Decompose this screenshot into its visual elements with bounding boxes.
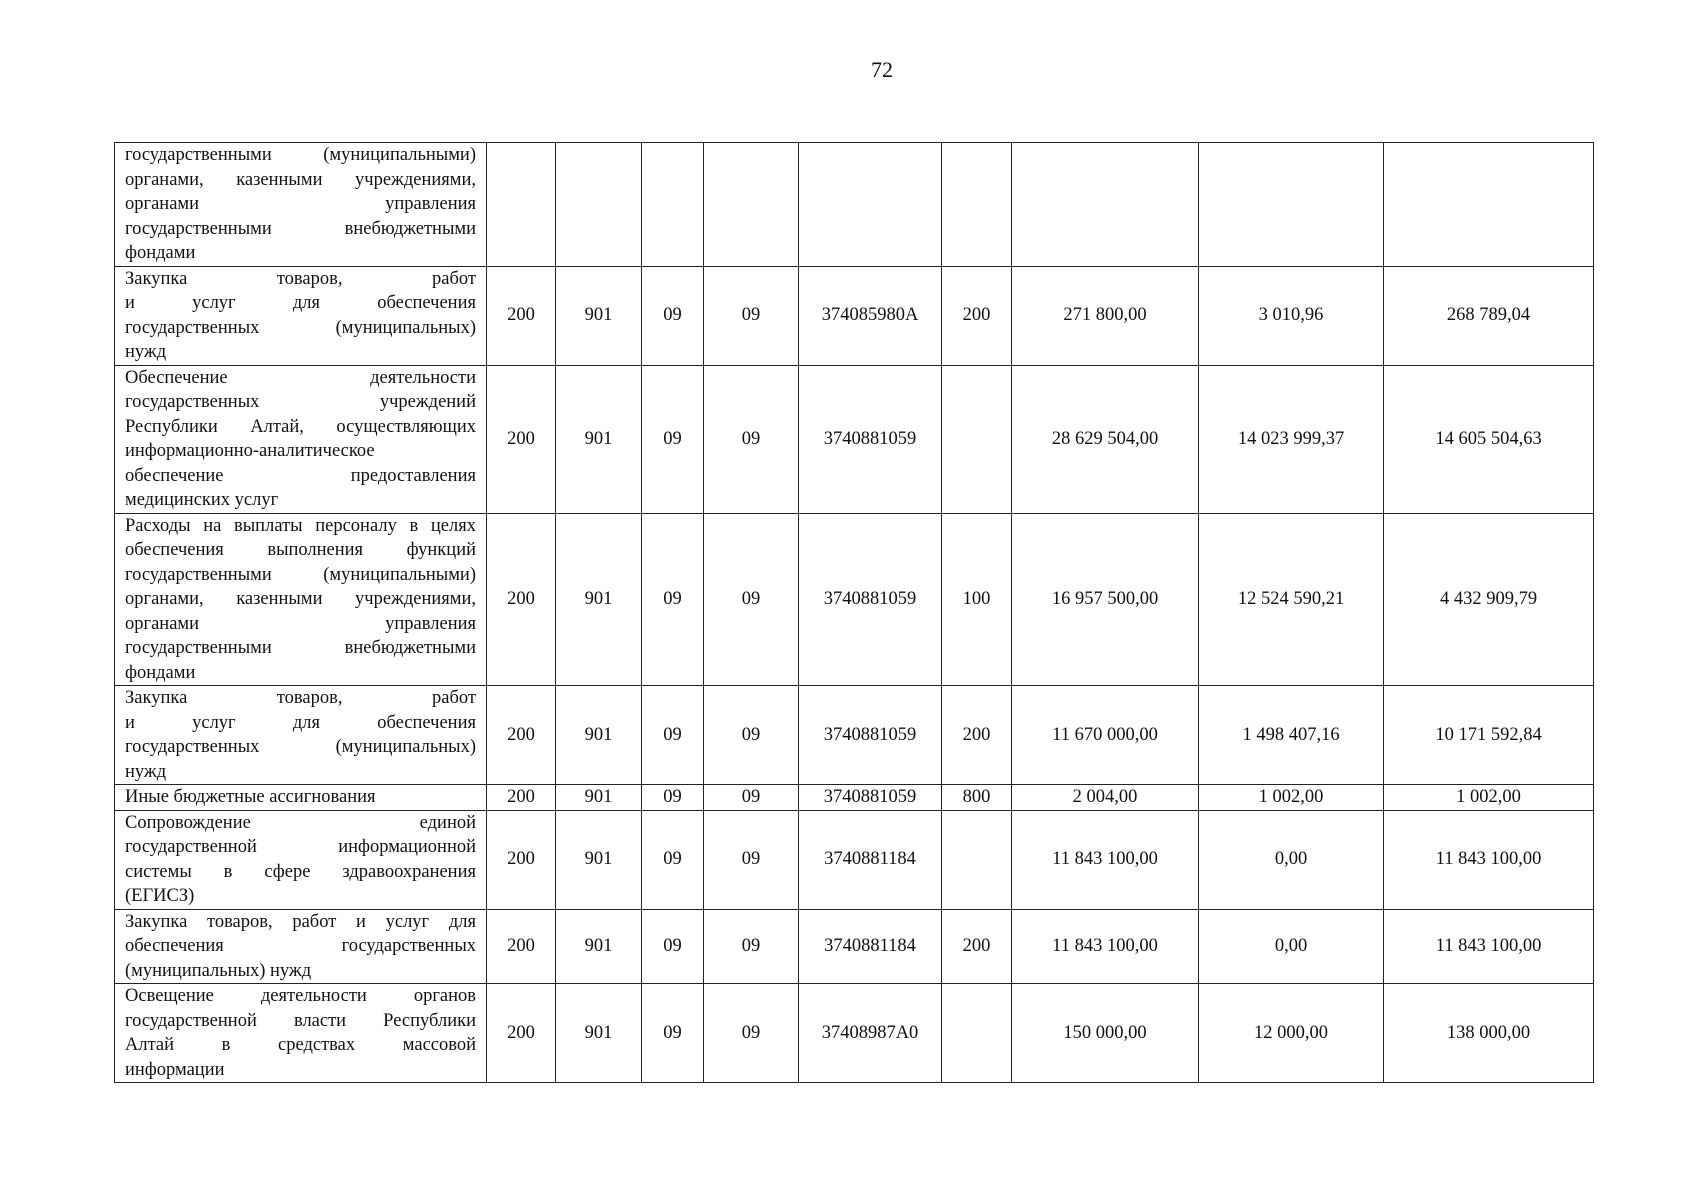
table-row [115, 984, 1594, 1083]
description-line: органами, казенными учреждениями, [125, 589, 476, 609]
target-article-cell: 37408987А0 [799, 984, 942, 1083]
remaining-amount-cell: 268 789,04 [1384, 266, 1594, 365]
target-article-cell: 3740881059 [799, 686, 942, 785]
description-line: государственных (муниципальных) [125, 317, 476, 338]
expense-type-cell: 100 [942, 513, 1012, 686]
description-line: Алтай в средствах массовой [125, 1035, 476, 1055]
description-line: обеспечения государственных [125, 936, 476, 956]
section-cell: 200 [487, 909, 556, 984]
target-article-cell: 374085980A [799, 266, 942, 365]
description-line: информационно-аналитическое [125, 441, 375, 461]
table-row [115, 686, 1594, 785]
chapter-cell [642, 143, 704, 267]
description-line: Расходы на выплаты персоналу в целях [125, 515, 476, 536]
ministry-cell: 901 [556, 365, 642, 513]
description-line: (ЕГИСЗ) [125, 886, 195, 906]
ministry-cell: 901 [556, 909, 642, 984]
description-line: Иные бюджетные ассигнования [125, 787, 376, 807]
expense-type-cell: 200 [942, 266, 1012, 365]
expense-type-cell: 200 [942, 909, 1012, 984]
planned-amount-cell: 11 843 100,00 [1012, 810, 1199, 909]
planned-amount-cell [1012, 143, 1199, 267]
table-row [115, 143, 1594, 267]
chapter-cell: 09 [642, 266, 704, 365]
chapter-cell: 09 [642, 810, 704, 909]
section-cell: 200 [487, 365, 556, 513]
target-article-cell: 3740881059 [799, 785, 942, 811]
chapter-cell: 09 [642, 365, 704, 513]
remaining-amount-cell: 11 843 100,00 [1384, 810, 1594, 909]
target-article-cell: 3740881059 [799, 365, 942, 513]
planned-amount-cell: 2 004,00 [1012, 785, 1199, 811]
chapter-cell: 09 [642, 909, 704, 984]
section-cell: 200 [487, 513, 556, 686]
description-line: государственными (муниципальными) [125, 564, 476, 585]
executed-amount-cell [1199, 143, 1384, 267]
subsection-cell: 09 [704, 909, 799, 984]
table-row [115, 909, 1594, 984]
description-line: органами управления [125, 613, 476, 634]
target-article-cell [799, 143, 942, 267]
remaining-amount-cell: 1 002,00 [1384, 785, 1594, 811]
planned-amount-cell: 16 957 500,00 [1012, 513, 1199, 686]
description-line: нужд [125, 342, 167, 362]
remaining-amount-cell: 10 171 592,84 [1384, 686, 1594, 785]
chapter-cell: 09 [642, 513, 704, 686]
row-description [115, 909, 487, 984]
ministry-cell: 901 [556, 785, 642, 811]
page-number: 72 [871, 57, 893, 82]
ministry-cell: 901 [556, 513, 642, 686]
target-article-cell: 3740881059 [799, 513, 942, 686]
subsection-cell: 09 [704, 785, 799, 811]
remaining-amount-cell: 4 432 909,79 [1384, 513, 1594, 686]
executed-amount-cell: 0,00 [1199, 810, 1384, 909]
ministry-cell: 901 [556, 810, 642, 909]
executed-amount-cell: 12 524 590,21 [1199, 513, 1384, 686]
description-line: государственными (муниципальными) [125, 145, 476, 165]
section-cell: 200 [487, 266, 556, 365]
chapter-cell: 09 [642, 686, 704, 785]
remaining-amount-cell [1384, 143, 1594, 267]
executed-amount-cell: 3 010,96 [1199, 266, 1384, 365]
planned-amount-cell: 28 629 504,00 [1012, 365, 1199, 513]
section-cell: 200 [487, 810, 556, 909]
description-line: информации [125, 1059, 225, 1080]
description-line: обеспечения выполнения функций [125, 540, 476, 560]
description-line: государственных учреждений [125, 392, 476, 412]
row-description [115, 984, 487, 1083]
description-line: Закупка товаров, работ [125, 268, 476, 289]
expense-type-cell [942, 810, 1012, 909]
description-line: государственной власти Республики [125, 1010, 476, 1031]
description-line: фондами [125, 662, 196, 683]
chapter-cell: 09 [642, 785, 704, 811]
description-line: Освещение деятельности органов [125, 986, 476, 1006]
target-article-cell: 3740881184 [799, 909, 942, 984]
subsection-cell: 09 [704, 365, 799, 513]
section-cell: 200 [487, 785, 556, 811]
subsection-cell [704, 143, 799, 267]
ministry-cell: 901 [556, 984, 642, 1083]
planned-amount-cell: 271 800,00 [1012, 266, 1199, 365]
executed-amount-cell: 14 023 999,37 [1199, 365, 1384, 513]
ministry-cell: 901 [556, 266, 642, 365]
table-row [115, 785, 1594, 811]
expense-type-cell [942, 143, 1012, 267]
description-line: Закупка товаров, работ и услуг для [125, 911, 476, 932]
budget-table [114, 142, 1594, 1083]
target-article-cell: 3740881184 [799, 810, 942, 909]
row-description [115, 785, 487, 811]
table-row [115, 266, 1594, 365]
description-line: органами, казенными учреждениями, [125, 169, 476, 190]
description-line: органами управления [125, 194, 476, 214]
subsection-cell: 09 [704, 686, 799, 785]
row-description [115, 686, 487, 785]
description-line: фондами [125, 243, 196, 263]
section-cell: 200 [487, 686, 556, 785]
expense-type-cell [942, 984, 1012, 1083]
description-line: и услуг для обеспечения [125, 712, 476, 733]
section-cell [487, 143, 556, 267]
table-row [115, 365, 1594, 513]
description-line: системы в сфере здравоохранения [125, 861, 476, 882]
subsection-cell: 09 [704, 984, 799, 1083]
description-line: и услуг для обеспечения [125, 293, 476, 313]
description-line: Сопровождение единой [125, 812, 476, 833]
planned-amount-cell: 11 843 100,00 [1012, 909, 1199, 984]
row-description [115, 513, 487, 686]
subsection-cell: 09 [704, 266, 799, 365]
table-row [115, 513, 1594, 686]
description-line: обеспечение предоставления [125, 465, 476, 486]
description-line: Республики Алтай, осуществляющих [125, 416, 476, 437]
subsection-cell: 09 [704, 513, 799, 686]
ministry-cell [556, 143, 642, 267]
executed-amount-cell: 1 498 407,16 [1199, 686, 1384, 785]
description-line: нужд [125, 761, 167, 782]
description-line: государственными внебюджетными [125, 218, 476, 239]
executed-amount-cell: 1 002,00 [1199, 785, 1384, 811]
row-description [115, 365, 487, 513]
remaining-amount-cell: 11 843 100,00 [1384, 909, 1594, 984]
row-description [115, 810, 487, 909]
description-line: Обеспечение деятельности [125, 367, 476, 388]
section-cell: 200 [487, 984, 556, 1083]
table-row [115, 810, 1594, 909]
description-line: медицинских услуг [125, 490, 279, 510]
planned-amount-cell: 11 670 000,00 [1012, 686, 1199, 785]
description-line: государственной информационной [125, 837, 476, 857]
description-line: государственных (муниципальных) [125, 737, 476, 757]
row-description [115, 266, 487, 365]
remaining-amount-cell: 14 605 504,63 [1384, 365, 1594, 513]
executed-amount-cell: 0,00 [1199, 909, 1384, 984]
description-line: государственными внебюджетными [125, 638, 476, 658]
remaining-amount-cell: 138 000,00 [1384, 984, 1594, 1083]
chapter-cell: 09 [642, 984, 704, 1083]
planned-amount-cell: 150 000,00 [1012, 984, 1199, 1083]
expense-type-cell: 200 [942, 686, 1012, 785]
expense-type-cell: 800 [942, 785, 1012, 811]
expense-type-cell [942, 365, 1012, 513]
subsection-cell: 09 [704, 810, 799, 909]
description-line: (муниципальных) нужд [125, 960, 312, 981]
description-line: Закупка товаров, работ [125, 688, 476, 708]
executed-amount-cell: 12 000,00 [1199, 984, 1384, 1083]
row-description [115, 143, 487, 267]
ministry-cell: 901 [556, 686, 642, 785]
